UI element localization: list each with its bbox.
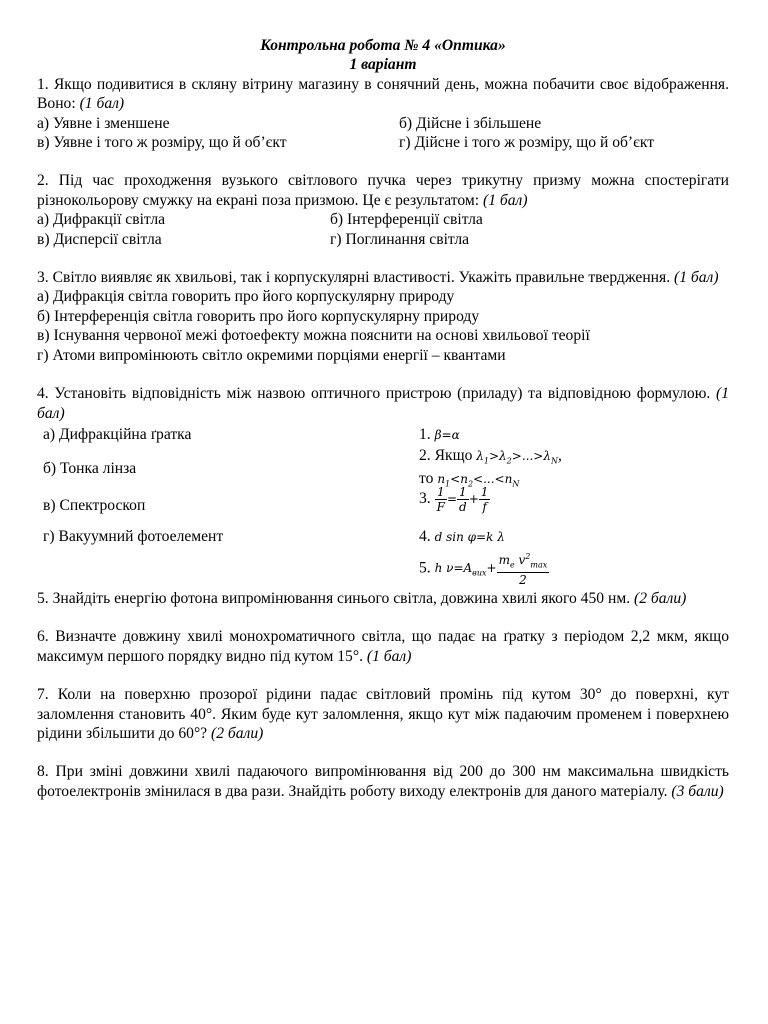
question-8 — [37, 762, 729, 801]
device-a: а) Дифракційна ґратка — [43, 425, 192, 443]
q3-option-b: б) Інтерференція світла говорить про його корпускулярну природу — [37, 307, 480, 325]
q3-option-c: в) Існування червоної межі фотоефекту можна пояснити на основі хвильової теорії — [37, 327, 590, 345]
q3-option-a: а) Дифракція світла говорить про його корпускулярну природу — [37, 288, 455, 306]
matching-table — [37, 425, 729, 587]
device-c: в) Спектроскоп — [43, 496, 146, 514]
q2-option-d: г) Поглинання світла — [330, 230, 470, 248]
q2-option-b: б) Інтерференції світла — [330, 211, 483, 229]
q1-option-d: г) Дійсне і того ж розміру, що й об’єкт — [399, 134, 655, 152]
q1-option-b: б) Дійсне і збільшене — [399, 114, 542, 132]
question-7-text: 7. Коли на поверхню прозорої рідини падає світловий промінь під кутом 30° до поверхні, кут заломлення становить 40°. Яким буде кут заломлення, якщо кут між падаючим променем і поверхнею рідини збільшити до 60°? (2 бали) — [37, 686, 729, 742]
variant-title: 1 варіант — [349, 56, 417, 74]
test-page — [37, 36, 729, 820]
device-b: б) Тонка лінза — [43, 459, 137, 477]
question-6 — [37, 627, 729, 666]
device-d: г) Вакуумний фотоелемент — [43, 527, 224, 545]
q3-option-d: г) Атоми випромінюють світло окремими порціями енергії – квантами — [37, 346, 506, 364]
question-5 — [37, 589, 729, 608]
question-4-text: 4. Установіть відповідність між назвою оптичного пристрою (приладу) та відповідною формулою. (1 бал) — [37, 385, 729, 422]
question-5-text: 5. Знайдіть енергію фотона випромінювання синього світла, довжина хвилі якого 450 нм. (2 бали) — [37, 589, 687, 607]
question-8-text: 8. При зміні довжини хвилі падаючого випромінювання від 200 до 300 нм максимальна швидкість фотоелектронів змінилася в два рази. Знайдіть роботу виходу електронів для даного матеріалу. (3 бали) — [37, 763, 729, 800]
q1-option-a: а) Уявне і зменшене — [37, 114, 170, 132]
question-2 — [37, 171, 729, 249]
q1-option-c: в) Уявне і того ж розміру, що й об’єкт — [37, 134, 287, 152]
page-title: Контрольна робота № 4 «Оптика» — [260, 37, 506, 54]
question-4 — [37, 384, 729, 587]
question-6-text: 6. Визначте довжину хвилі монохроматичного світла, що падає на ґратку з періодом 2,2 мкм, якщо максимум першого порядку видно під кутом 15°. (1 бал) — [37, 628, 729, 665]
formula-1: 1. β=α — [419, 425, 460, 443]
q2-option-c: в) Дисперсії світла — [37, 230, 162, 248]
question-1 — [37, 75, 729, 153]
question-1-text: 1. Якщо подивитися в скляну вітрину магазину в сонячний день, можна побачити своє відображення. Воно: (1 бал) — [37, 75, 729, 113]
formula-2: 2. Якщо $\lambda_1>\lambda_2>...>\lambda_N$, то $n_1<n_2<...<n_N$ — [419, 446, 562, 489]
question-2-text: 2. Під час проходження вузького світлового пучка через трикутну призму можна спостерігати різнокольорову смужку на екрані поза призмою. Це є результатом: (1 бал) — [37, 172, 729, 209]
question-7 — [37, 685, 729, 743]
q2-option-a: а) Дифракції світла — [37, 211, 166, 229]
formula-3: 3. $\frac{1}{F}$ = $\frac{1}{d}$ + $\frac{1}{f}$ — [419, 484, 489, 514]
question-3 — [37, 268, 729, 365]
formula-5: 5. h $\nu=A_{вих}+$ $\frac{m_e v^2_{max}}{2}$ — [419, 551, 548, 588]
formula-4: 4. d sin φ=k λ — [419, 527, 505, 545]
question-3-text: 3. Світло виявляє як хвильові, так і корпускулярні властивості. Укажіть правильне твердження. (1 бал) — [37, 269, 719, 287]
